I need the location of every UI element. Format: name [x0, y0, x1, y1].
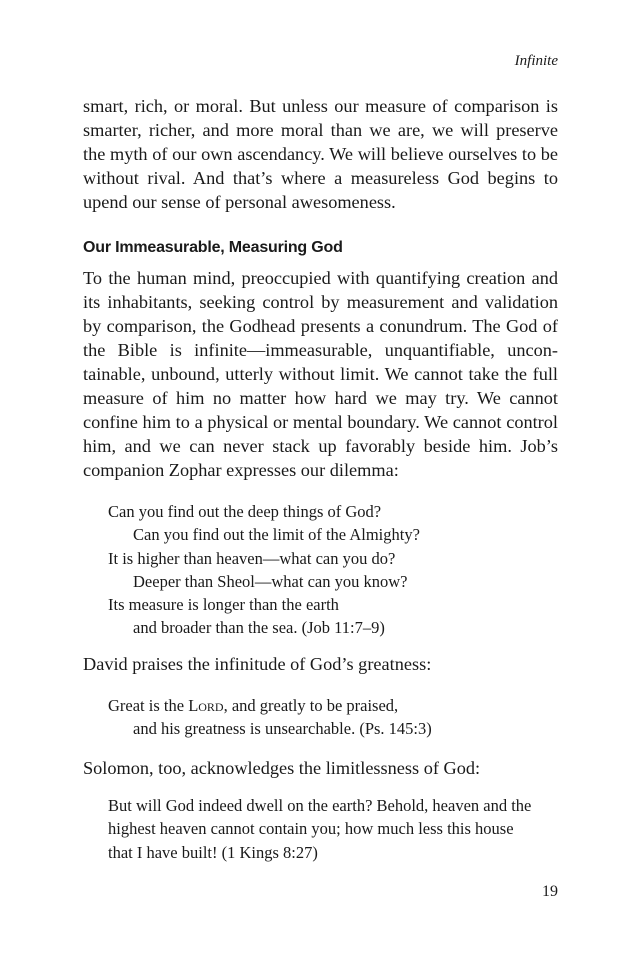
psalm-text: Great is the: [108, 696, 189, 715]
paragraph-1: smart, rich, or moral. But unless our measure of comparison is smarter, richer, and more moral than we are, we will preserve the myth of our own ascendancy. We will believe ourselves to be without rival. And that’s where a measureless God begins to upend our sense of personal awesomeness.: [83, 96, 558, 212]
lord-small-caps: Lord: [188, 696, 224, 715]
poem-line: Its measure is longer than the earth: [108, 595, 339, 615]
psalm-text: , and greatly to be praised,: [223, 696, 399, 715]
poem-line: Can you find out the deep things of God?: [108, 502, 382, 521]
lead-david: David praises the infinitude of God’s greatness:: [83, 654, 432, 674]
psalm-quotation: [108, 694, 568, 741]
paragraph-2: To the human mind, preoccupied with quantifying creation and its inhabitants, seeking control by measurement and validation by comparison, the Godhead presents a conundrum. The God of the Bible is infinite—immeasurable, unquantifiable, uncontainable, unbound, utterly without limit. We cannot take the full measure of him no matter how hard we may try. We cannot confine him to a physical or mental boundary. We cannot control him, and we can never stack up favorably beside him. Job’s companion Zophar expresses our dilemma:: [83, 268, 558, 480]
poem-line: It is higher than heaven—what can you do?: [108, 548, 396, 568]
section-heading: Our Immeasurable, Measuring God: [83, 239, 343, 256]
poem-line: and broader than the sea. (Job 11:7–9): [133, 618, 385, 638]
page-number: 19: [542, 883, 558, 900]
poem-line: and his greatness is unsearchable. (Ps. 145:3): [133, 719, 432, 739]
kings-quotation: But will God indeed dwell on the earth? Behold, heaven and the highest heaven cannot contain you; how much less this house that I have built! (1 Kings 8:27): [108, 796, 532, 862]
lead-solomon: Solomon, too, acknowledges the limitlessness of God:: [83, 758, 481, 778]
poem-line: Deeper than Sheol—what can you know?: [133, 571, 408, 591]
poem-line: Can you find out the limit of the Almighty?: [133, 525, 420, 545]
running-head: Infinite: [514, 53, 558, 69]
poem-line: [108, 694, 568, 717]
job-quotation: [108, 500, 568, 640]
